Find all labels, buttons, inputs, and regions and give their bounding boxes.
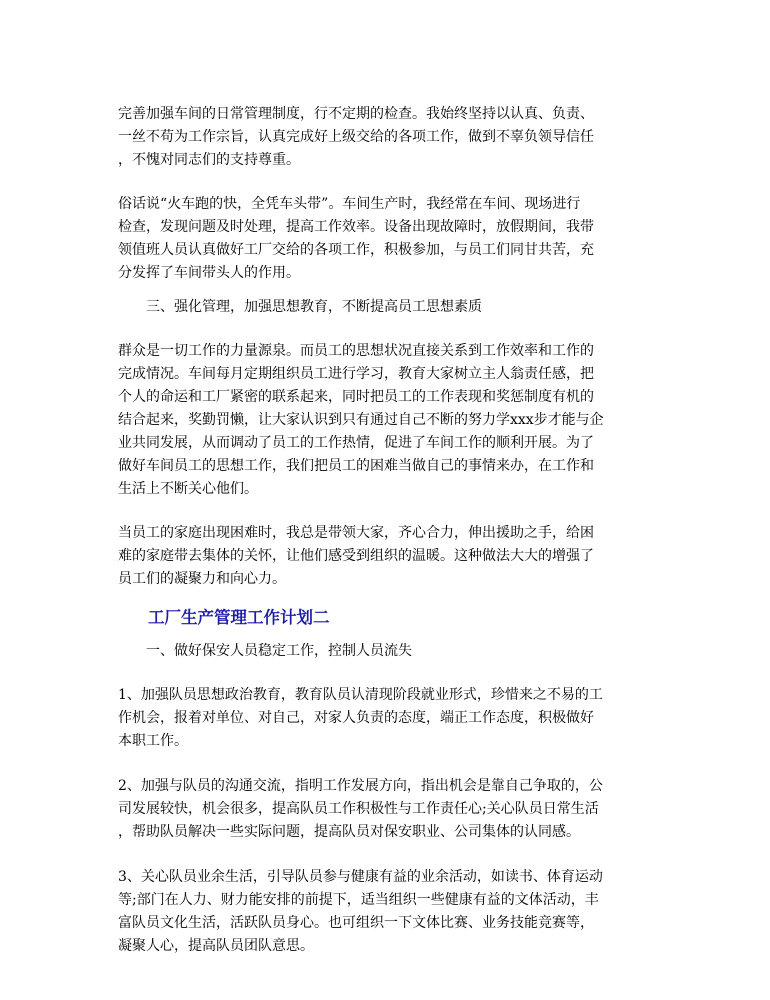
text-line: 检查，发现问题及时处理，提高工作效率。设备出现故障时，放假期间，我带 (118, 219, 594, 235)
text-line: ，不愧对同志们的支持尊重。 (118, 152, 300, 168)
text-line: 作机会，报着对单位、对自己，对家人负责的态度，端正工作态度，积极做好 (118, 710, 594, 726)
section-heading-3 (118, 296, 658, 319)
paragraph-3 (118, 340, 658, 501)
text-line: 结合起来，奖勤罚懒，让大家认识到只有通过自己不断的努力学xxx步才能与企 (118, 412, 604, 428)
text-line: 2、加强与队员的沟通交流，指明工作发展方向，指出机会是靠自己争取的，公 (118, 778, 603, 794)
document-heading: 工厂生产管理工作计划二 (148, 608, 330, 627)
paragraph-6 (118, 775, 658, 844)
text-line: 员工们的凝聚力和向心力。 (118, 571, 286, 587)
text-line: 分发挥了车间带头人的作用。 (118, 265, 300, 281)
text-line: 难的家庭带去集体的关怀，让他们感受到组织的温暖。这种做法大大的增强了 (118, 548, 594, 564)
text-line: 3、关心队员业余生活，引导队员参与健康有益的业余活动，如读书、体育运动 (118, 869, 603, 885)
paragraph-2 (118, 193, 658, 285)
text-line: 俗话说“火车跑的快，全凭车头带”。车间生产时，我经常在车间、现场进行 (118, 196, 581, 212)
text-line: 本职工作。 (118, 733, 188, 749)
text-line: 群众是一切工作的力量源泉。而员工的思想状况直接关系到工作效率和工作的 (118, 343, 594, 359)
section-heading-1 (118, 640, 658, 663)
document-body (118, 103, 658, 958)
text-line: 生活上不断关心他们。 (118, 481, 258, 497)
text-line: 当员工的家庭出现困难时，我总是带领大家，齐心合力，伸出援助之手，给困 (118, 525, 594, 541)
text-line: 领值班人员认真做好工厂交给的各项工作，积极参加，与员工们同甘共苦，充 (118, 242, 594, 258)
text-line: 业共同发展，从而调动了员工的工作热情，促进了车间工作的顺利开展。为了 (118, 435, 594, 451)
text-line: 司发展较快，机会很多，提高队员工作积极性与工作责任心;关心队员日常生活 (118, 801, 599, 817)
paragraph-1 (118, 103, 658, 172)
text-line: 一丝不苟为工作宗旨，认真完成好上级交给的各项工作，做到不辜负领导信任 (118, 129, 594, 145)
text-line: 一、做好保安人员稳定工作，控制人员流失 (146, 643, 412, 659)
text-line: 凝聚人心，提高队员团队意思。 (118, 938, 314, 954)
text-line: 完善加强车间的日常管理制度，行不定期的检查。我始终坚持以认真、负责、 (118, 106, 594, 122)
text-line: 1、加强队员思想政治教育，教育队员认清现阶段就业形式，珍惜来之不易的工 (118, 687, 603, 703)
text-line: 三、强化管理，加强思想教育，不断提高员工思想素质 (146, 299, 482, 315)
paragraph-4 (118, 522, 658, 591)
text-line: 个人的命运和工厂紧密的联系起来，同时把员工的工作表现和奖惩制度有机的 (118, 389, 594, 405)
text-line: 完成情况。车间每月定期组织员工进行学习，教育大家树立主人翁责任感，把 (118, 366, 594, 382)
text-line: ，帮助队员解决一些实际问题，提高队员对保安职业、公司集体的认同感。 (118, 824, 580, 840)
paragraph-5 (118, 684, 658, 753)
paragraph-7 (118, 866, 658, 958)
text-line: 富队员文化生活，活跃队员身心。也可组织一下文体比赛、业务技能竞赛等， (118, 915, 594, 931)
text-line: 等;部门在人力、财力能安排的前提下，适当组织一些健康有益的文体活动，丰 (118, 892, 599, 908)
text-line: 做好车间员工的思想工作，我们把员工的困难当做自己的事情来办，在工作和 (118, 458, 594, 474)
